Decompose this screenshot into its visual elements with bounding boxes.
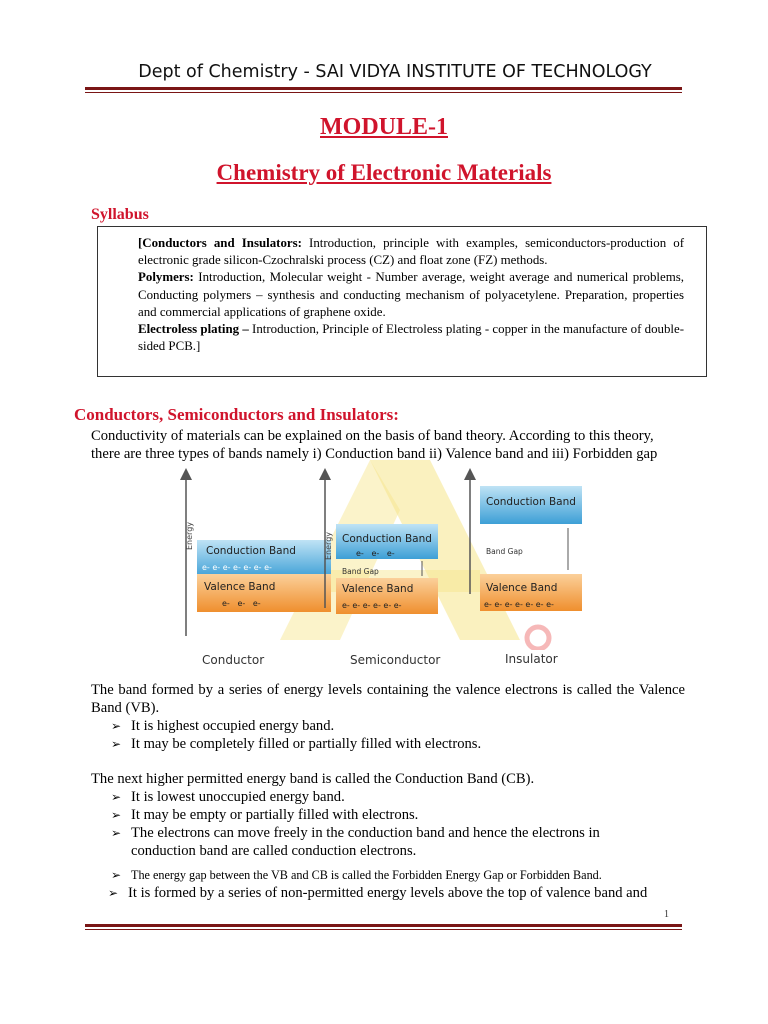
insulator-vb-label: Valence Band xyxy=(486,582,558,594)
list-item xyxy=(111,735,685,753)
valence-definition: The band formed by a series of energy levels containing the valence electrons is called the Valence Band (VB). xyxy=(91,682,685,716)
valence-bullet-list xyxy=(111,717,685,753)
semiconductor-vb-label: Valence Band xyxy=(342,583,414,595)
bullet-text: The electrons can move freely in the conduction band and hence the electrons in conduction band are called conduction electrons. xyxy=(131,825,600,859)
forbidden-section xyxy=(91,866,691,902)
insulator-cb-label: Conduction Band xyxy=(486,496,576,508)
header-rule-thick xyxy=(85,87,682,90)
conductor-cb-electrons: e- e- e- e- e- e- e- xyxy=(202,563,272,572)
valence-section xyxy=(91,681,685,753)
conduction-section xyxy=(91,770,685,860)
bullet-text: The energy gap between the VB and CB is called the Forbidden Energy Gap or Forbidden Band. xyxy=(131,868,602,882)
header-rule-thin xyxy=(85,92,682,93)
energy-label-semiconductor: Energy xyxy=(324,531,333,560)
conduction-bullet-list xyxy=(111,788,651,860)
arrow-bullet-icon: ➢ xyxy=(111,719,122,733)
bullet-text: It is formed by a series of non-permitted energy levels above the top of valence band and xyxy=(128,885,648,901)
syllabus-item-label: Polymers: xyxy=(138,270,194,285)
list-item xyxy=(111,806,651,824)
footer-rule-thick xyxy=(85,924,682,927)
caption-conductor: Conductor xyxy=(202,653,265,667)
conductor-cb-label: Conduction Band xyxy=(206,545,296,557)
arrow-bullet-icon: ➢ xyxy=(111,826,122,840)
footer-rule-thin xyxy=(85,929,682,930)
semiconductor-band-gap-label: Band Gap xyxy=(342,567,379,576)
bullet-text: It is lowest unoccupied energy band. xyxy=(131,789,345,805)
section-intro-text: Conductivity of materials can be explained on the basis of band theory. According to this theory, there are three types of bands namely i) Conduction band ii) Valence band and iii) Forbidden gap xyxy=(91,428,658,462)
conductor-vb-electrons: e- e- e- xyxy=(222,599,261,608)
page-number: 1 xyxy=(664,909,669,920)
forbidden-bullet-list xyxy=(108,866,691,902)
syllabus-item xyxy=(138,269,684,321)
insulator-vb-electrons: e- e- e- e- e- e- e- xyxy=(484,600,554,609)
arrow-bullet-icon: ➢ xyxy=(108,886,119,900)
module-subtitle: Chemistry of Electronic Materials xyxy=(216,160,552,185)
syllabus-heading: Syllabus xyxy=(91,206,149,223)
list-item xyxy=(108,884,691,902)
section-heading: Conductors, Semiconductors and Insulators: xyxy=(74,405,399,424)
syllabus-box xyxy=(97,226,707,377)
arrow-bullet-icon: ➢ xyxy=(111,737,122,751)
syllabus-item-text: Introduction, principle with examples, semiconductors-production of electronic grade silicon-Czochralski process (CZ) and float zone (FZ) methods. xyxy=(138,236,684,268)
caption-insulator: Insulator xyxy=(505,652,558,666)
arrow-bullet-icon: ➢ xyxy=(111,868,122,882)
arrow-bullet-icon: ➢ xyxy=(111,790,122,804)
syllabus-item-text: Introduction, Principle of Electroless plating - copper in the manufacture of double-sided PCB.] xyxy=(138,322,685,354)
bullet-text: It may be completely filled or partially filled with electrons. xyxy=(131,736,482,752)
band-diagram xyxy=(170,468,600,673)
bullet-text: It is highest occupied energy band. xyxy=(131,718,335,734)
page-header-title: Dept of Chemistry - SAI VIDYA INSTITUTE OF TECHNOLOGY xyxy=(138,62,652,82)
list-item xyxy=(111,866,691,884)
list-item xyxy=(111,717,685,735)
syllabus-item-label: Electroless plating – xyxy=(138,322,249,337)
syllabus-item-text: Introduction, Molecular weight - Number average, weight average and numerical problems, Conducting polymers – synthesis and conducting mechanism of polyacetylene. Preparation, properties and commercial applications of graphene oxide. xyxy=(138,270,684,319)
syllabus-item-label: [Conductors and Insulators: xyxy=(138,236,302,250)
conduction-definition: The next higher permitted energy band is called the Conduction Band (CB). xyxy=(91,771,535,787)
conductor-valence-band xyxy=(197,574,331,612)
list-item xyxy=(111,824,651,860)
conductor-vb-label: Valence Band xyxy=(204,581,276,593)
module-title: MODULE-1 xyxy=(320,114,448,140)
list-item xyxy=(111,788,651,806)
energy-label-conductor: Energy xyxy=(185,521,194,550)
semiconductor-vb-electrons: e- e- e- e- e- e- xyxy=(342,601,402,610)
insulator-band-gap-label: Band Gap xyxy=(486,547,523,556)
syllabus-item xyxy=(138,235,684,269)
caption-semiconductor: Semiconductor xyxy=(350,653,441,667)
semiconductor-cb-electrons: e- e- e- xyxy=(356,549,395,558)
semiconductor-cb-label: Conduction Band xyxy=(342,533,432,545)
syllabus-item xyxy=(138,321,684,355)
bullet-text: It may be empty or partially filled with electrons. xyxy=(131,807,419,823)
arrow-bullet-icon: ➢ xyxy=(111,808,122,822)
